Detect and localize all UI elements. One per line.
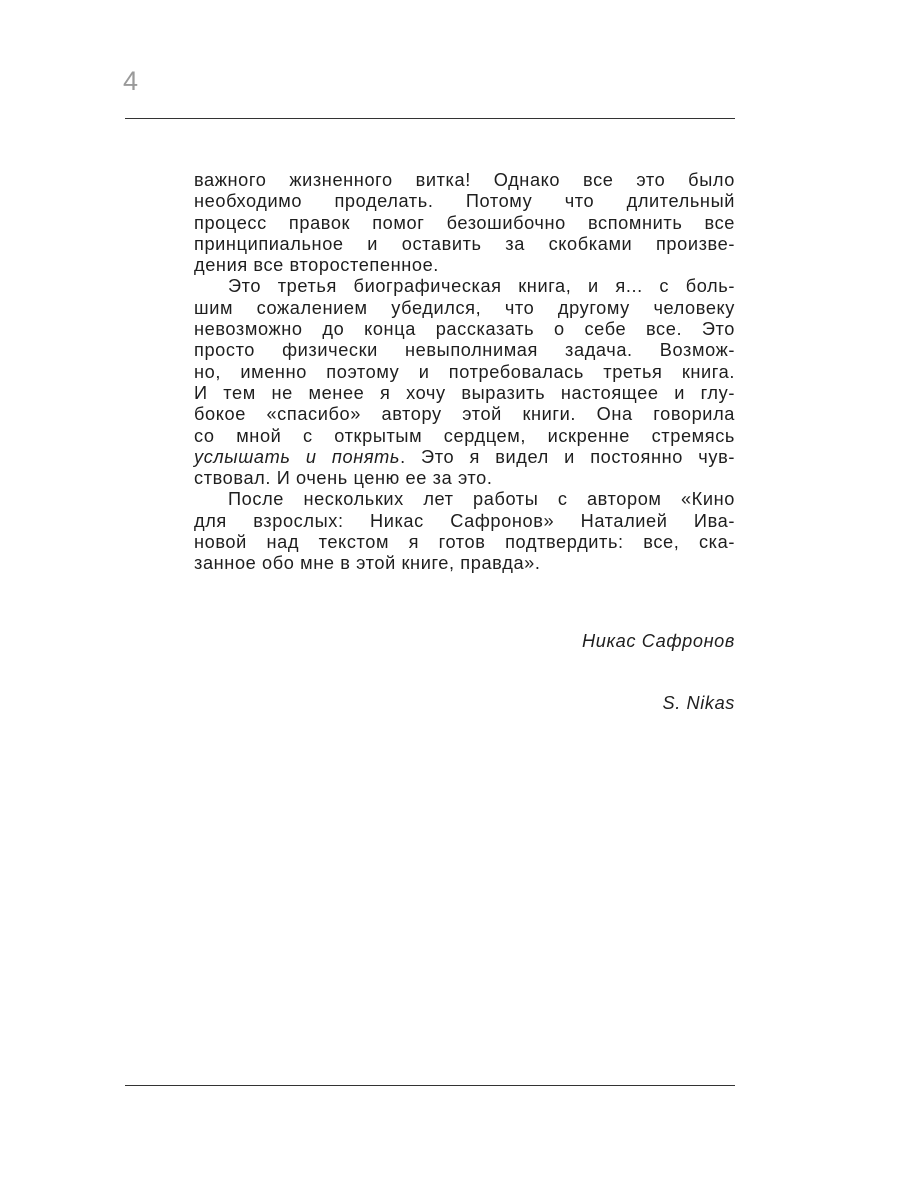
text-line: занное обо мне в этой книге, правда».: [194, 553, 541, 574]
text-line: просто физически невыполнимая задача. Возмож-: [194, 340, 735, 361]
signature-latin: S. Nikas: [662, 693, 735, 713]
text-line: И тем не менее я хочу выразить настоящее и глу-: [194, 382, 735, 403]
body-text: [194, 170, 735, 575]
italic-phrase: услышать и понять: [194, 446, 401, 467]
text-line: шим сожалением убедился, что другому человеку: [194, 297, 735, 318]
text-line: Это третья биографическая книга, и я... с боль-: [228, 276, 735, 297]
text-line: бокое «спасибо» автору этой книги. Она говорила: [194, 404, 735, 425]
text-line-italic: [194, 447, 735, 468]
header-rule: [125, 118, 735, 119]
text-line: принципиальное и оставить за скобками произве-: [194, 233, 735, 254]
text-line: необходимо проделать. Потому что длительный: [194, 191, 735, 212]
text-line: новой над текстом я готов подтвердить: все, ска-: [194, 532, 735, 553]
text-line: ствовал. И очень ценю ее за это.: [194, 468, 493, 489]
signature: Никас Сафронов: [582, 631, 735, 651]
text-line: со мной с открытым сердцем, искренне стремясь: [194, 425, 735, 446]
text-line: процесс правок помог безошибочно вспомнить все: [194, 212, 735, 233]
text-line: дения все второстепенное.: [194, 255, 439, 276]
page-number: 4: [123, 66, 139, 96]
text-line: После нескольких лет работы с автором «Кино: [228, 489, 735, 510]
text-line: для взрослых: Никас Сафронов» Наталией Ива-: [194, 510, 735, 531]
text-line: важного жизненного витка! Однако все это было: [194, 170, 735, 190]
footer-rule: [125, 1085, 735, 1086]
text-line: но, именно поэтому и потребовалась третья книга.: [194, 361, 735, 382]
text-line: невозможно до конца рассказать о себе все. Это: [194, 319, 735, 340]
text-fragment: . Это я видел и постоянно чув-: [400, 446, 735, 467]
